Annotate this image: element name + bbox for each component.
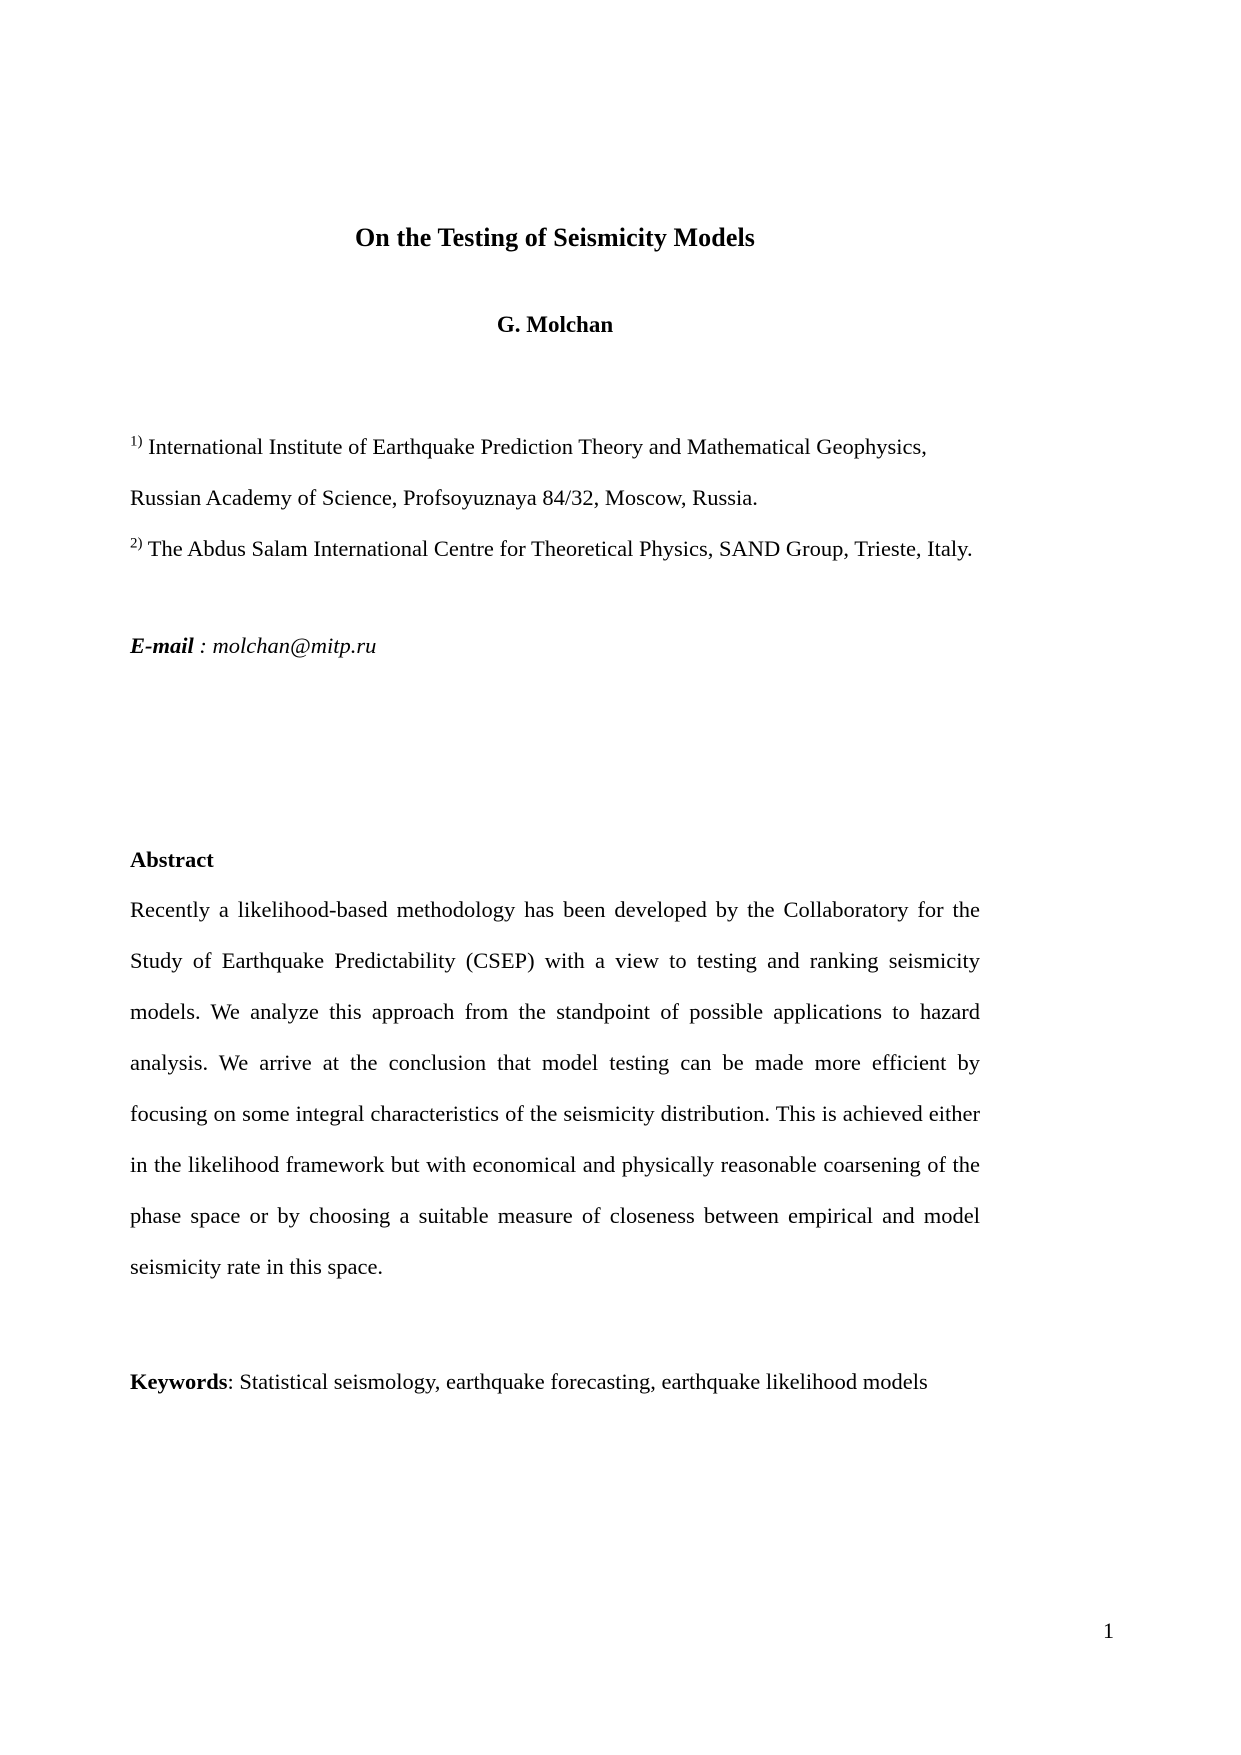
email-separator: :	[193, 632, 213, 658]
email-address[interactable]: molchan@mitp.ru	[212, 632, 377, 658]
abstract-heading: Abstract	[130, 846, 214, 872]
affiliation-marker: 2)	[130, 535, 143, 552]
affiliation-text: International Institute of Earthquake Prediction Theory and Mathematical Geophysics, Russian Academy of Science, Profsoyuznaya 84/32, Moscow, Russia.	[130, 433, 927, 510]
page-content	[130, 0, 980, 1407]
keywords-separator: :	[227, 1368, 240, 1394]
email-line	[130, 574, 980, 671]
affiliation-list	[130, 339, 980, 574]
email-label: E-mail	[130, 632, 194, 658]
abstract-section	[130, 671, 980, 1292]
keywords-line	[130, 1292, 980, 1407]
affiliation-item	[130, 421, 980, 523]
page-number: 1	[1103, 1618, 1114, 1643]
author-name: G. Molchan	[496, 312, 614, 338]
keywords-text: Statistical seismology, earthquake forecasting, earthquake likelihood models	[239, 1368, 928, 1394]
affiliation-text: The Abdus Salam International Centre for Theoretical Physics, SAND Group, Trieste, Italy.	[147, 535, 973, 561]
keywords-label: Keywords	[130, 1368, 228, 1394]
page-title: On the Testing of Seismicity Models	[354, 223, 755, 252]
affiliation-item	[130, 523, 980, 574]
affiliation-marker: 1)	[130, 433, 143, 450]
abstract-body: Recently a likelihood-based methodology has been developed by the Collaboratory for the Study of Earthquake Predictability (CSEP) with a view to testing and ranking seismicity models. We analyze this approach from the standpoint of possible applications to hazard analysis. We arrive at the conclusion that model testing can be made more efficient by focusing on some integral characteristics of the seismicity distribution. This is achieved either in the likelihood framework but with economical and physically reasonable coarsening of the phase space or by choosing a suitable measure of closeness between empirical and model seismicity rate in this space.	[130, 896, 980, 1279]
